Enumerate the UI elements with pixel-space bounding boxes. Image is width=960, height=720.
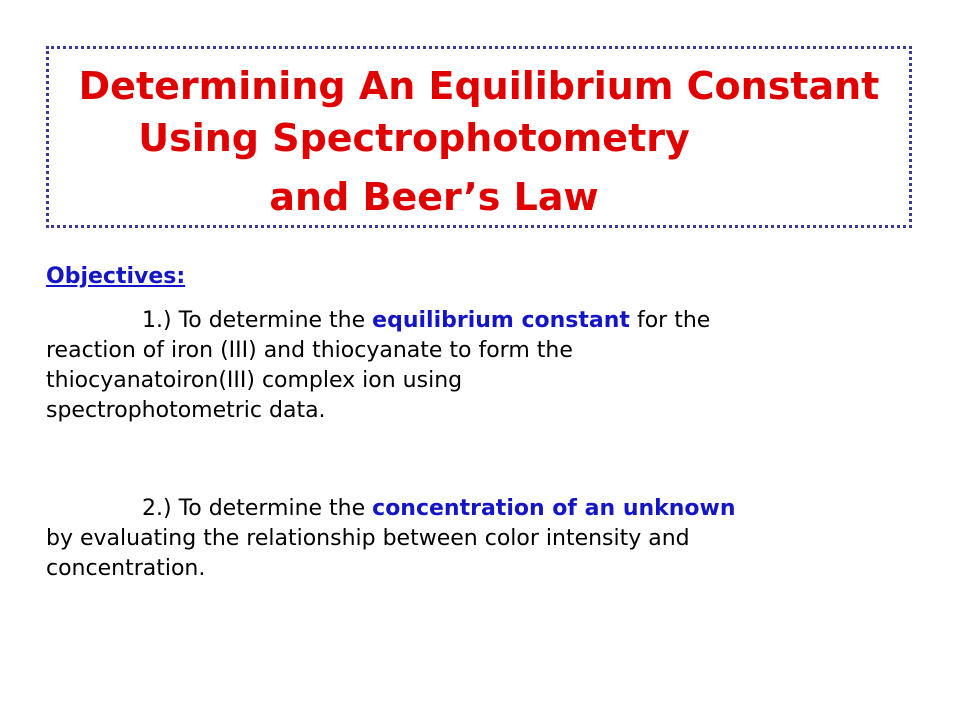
objective-1-highlight: equilibrium constant bbox=[372, 308, 630, 333]
objective-2 bbox=[46, 494, 926, 584]
title-line-2: Using Spectrophotometry bbox=[138, 116, 690, 160]
objective-1-line-3: thiocyanatoiron(III) complex ion using bbox=[46, 368, 463, 393]
objective-1-line-2: reaction of iron (III) and thiocyanate to form the bbox=[46, 338, 573, 363]
objective-2-line-1 bbox=[46, 494, 926, 524]
objective-2-line-3: concentration. bbox=[46, 556, 206, 581]
objective-2-line-2: by evaluating the relationship between color intensity and bbox=[46, 526, 690, 551]
objective-1-line-4: spectrophotometric data. bbox=[46, 398, 326, 423]
objective-1-prefix: 1.) To determine the bbox=[142, 308, 373, 333]
title-box bbox=[46, 46, 912, 228]
objective-2-highlight: concentration of an unknown bbox=[372, 496, 736, 521]
objective-2-prefix: 2.) To determine the bbox=[142, 496, 373, 521]
objective-1-line-1-suffix: for the bbox=[629, 308, 711, 333]
objective-1-line-1 bbox=[46, 306, 926, 336]
title-line-1: Determining An Equilibrium Constant bbox=[78, 64, 880, 108]
objective-1 bbox=[46, 306, 926, 426]
objectives-heading: Objectives: bbox=[46, 264, 186, 289]
title-line-3: and Beer’s Law bbox=[269, 175, 599, 219]
